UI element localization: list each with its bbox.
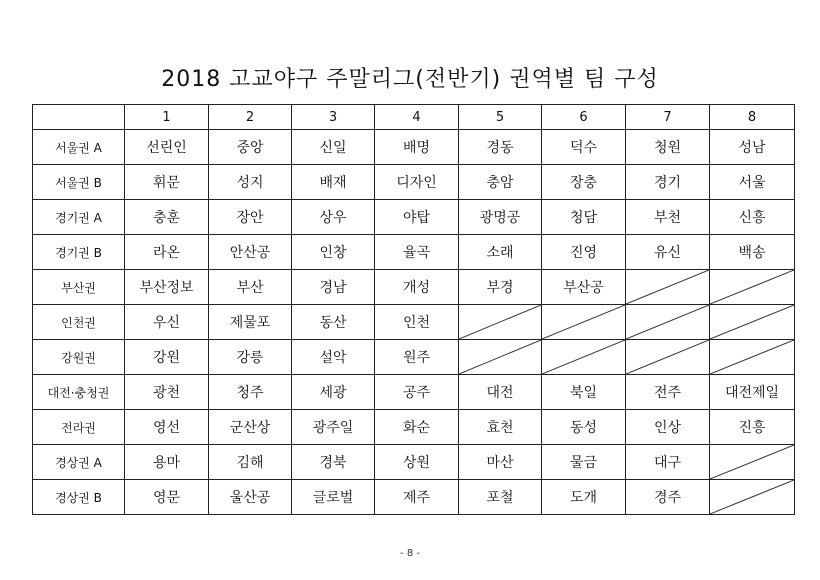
region-label: 서울권 A bbox=[33, 130, 125, 165]
team-cell: 야탑 bbox=[375, 200, 459, 235]
team-cell: 선린인 bbox=[125, 130, 209, 165]
team-cell: 북일 bbox=[542, 375, 626, 410]
team-cell: 경주 bbox=[626, 480, 710, 515]
team-cell: 경동 bbox=[459, 130, 542, 165]
team-cell: 개성 bbox=[375, 270, 459, 305]
team-cell: 라온 bbox=[125, 235, 209, 270]
team-cell: 광명공 bbox=[459, 200, 542, 235]
team-cell: 전주 bbox=[626, 375, 710, 410]
empty-cell bbox=[542, 340, 626, 375]
team-cell: 공주 bbox=[375, 375, 459, 410]
team-cell: 대구 bbox=[626, 445, 710, 480]
diagonal-slash bbox=[626, 305, 709, 339]
diagonal-slash bbox=[459, 340, 541, 374]
diagonal-slash bbox=[710, 305, 794, 339]
column-header-5: 5 bbox=[459, 105, 542, 130]
table-row bbox=[33, 340, 795, 375]
team-cell: 도개 bbox=[542, 480, 626, 515]
team-cell: 글로벌 bbox=[292, 480, 375, 515]
team-cell: 율곡 bbox=[375, 235, 459, 270]
column-header-6: 6 bbox=[542, 105, 626, 130]
empty-cell bbox=[626, 305, 710, 340]
table-row bbox=[33, 270, 795, 305]
empty-cell bbox=[710, 270, 795, 305]
column-header-8: 8 bbox=[710, 105, 795, 130]
empty-cell bbox=[459, 340, 542, 375]
diagonal-slash bbox=[459, 305, 541, 339]
region-label: 부산권 bbox=[33, 270, 125, 305]
empty-cell bbox=[626, 340, 710, 375]
team-cell: 원주 bbox=[375, 340, 459, 375]
column-header-2: 2 bbox=[209, 105, 292, 130]
team-cell: 군산상 bbox=[209, 410, 292, 445]
team-cell: 대전 bbox=[459, 375, 542, 410]
page-number: - 8 - bbox=[400, 548, 420, 559]
team-cell: 강원 bbox=[125, 340, 209, 375]
team-cell: 부천 bbox=[626, 200, 710, 235]
empty-cell bbox=[542, 305, 626, 340]
diagonal-slash bbox=[710, 270, 794, 304]
team-cell: 포철 bbox=[459, 480, 542, 515]
team-cell: 경북 bbox=[292, 445, 375, 480]
team-cell: 성남 bbox=[710, 130, 795, 165]
column-header-1: 1 bbox=[125, 105, 209, 130]
team-cell: 대전제일 bbox=[710, 375, 795, 410]
team-cell: 디자인 bbox=[375, 165, 459, 200]
diagonal-slash bbox=[710, 340, 794, 374]
team-cell: 인상 bbox=[626, 410, 710, 445]
team-cell: 충암 bbox=[459, 165, 542, 200]
header-row bbox=[33, 105, 795, 130]
table-row bbox=[33, 375, 795, 410]
team-cell: 진흥 bbox=[710, 410, 795, 445]
team-cell: 인천 bbox=[375, 305, 459, 340]
team-cell: 장충 bbox=[542, 165, 626, 200]
region-label: 경상권 B bbox=[33, 480, 125, 515]
team-cell: 세광 bbox=[292, 375, 375, 410]
diagonal-slash bbox=[710, 480, 794, 514]
region-label: 인천권 bbox=[33, 305, 125, 340]
region-label: 서울권 B bbox=[33, 165, 125, 200]
team-cell: 장안 bbox=[209, 200, 292, 235]
team-cell: 경남 bbox=[292, 270, 375, 305]
empty-cell bbox=[626, 270, 710, 305]
corner-cell bbox=[33, 105, 125, 130]
team-cell: 충훈 bbox=[125, 200, 209, 235]
diagonal-slash bbox=[542, 305, 625, 339]
team-cell: 용마 bbox=[125, 445, 209, 480]
diagonal-slash bbox=[710, 445, 794, 479]
team-cell: 배명 bbox=[375, 130, 459, 165]
column-header-7: 7 bbox=[626, 105, 710, 130]
team-cell: 백송 bbox=[710, 235, 795, 270]
team-cell: 부산 bbox=[209, 270, 292, 305]
empty-cell bbox=[710, 340, 795, 375]
team-cell: 광천 bbox=[125, 375, 209, 410]
team-cell: 인창 bbox=[292, 235, 375, 270]
team-cell: 덕수 bbox=[542, 130, 626, 165]
team-cell: 경기 bbox=[626, 165, 710, 200]
team-cell: 동산 bbox=[292, 305, 375, 340]
team-cell: 부경 bbox=[459, 270, 542, 305]
empty-cell bbox=[459, 305, 542, 340]
team-cell: 서울 bbox=[710, 165, 795, 200]
team-cell: 중앙 bbox=[209, 130, 292, 165]
team-cell: 청담 bbox=[542, 200, 626, 235]
team-cell: 화순 bbox=[375, 410, 459, 445]
team-cell: 배재 bbox=[292, 165, 375, 200]
region-label: 경기권 B bbox=[33, 235, 125, 270]
team-cell: 부산공 bbox=[542, 270, 626, 305]
team-cell: 영선 bbox=[125, 410, 209, 445]
team-cell: 울산공 bbox=[209, 480, 292, 515]
region-label: 경기권 A bbox=[33, 200, 125, 235]
empty-cell bbox=[710, 480, 795, 515]
team-cell: 영문 bbox=[125, 480, 209, 515]
team-cell: 신흥 bbox=[710, 200, 795, 235]
team-cell: 우신 bbox=[125, 305, 209, 340]
team-cell: 안산공 bbox=[209, 235, 292, 270]
team-cell: 제물포 bbox=[209, 305, 292, 340]
team-cell: 상우 bbox=[292, 200, 375, 235]
team-cell: 진영 bbox=[542, 235, 626, 270]
team-cell: 강릉 bbox=[209, 340, 292, 375]
team-cell: 부산정보 bbox=[125, 270, 209, 305]
region-label: 강원권 bbox=[33, 340, 125, 375]
empty-cell bbox=[710, 445, 795, 480]
empty-cell bbox=[710, 305, 795, 340]
region-label: 전라권 bbox=[33, 410, 125, 445]
column-header-3: 3 bbox=[292, 105, 375, 130]
team-cell: 제주 bbox=[375, 480, 459, 515]
team-cell: 소래 bbox=[459, 235, 542, 270]
team-cell: 김해 bbox=[209, 445, 292, 480]
table-row bbox=[33, 305, 795, 340]
diagonal-slash bbox=[626, 270, 709, 304]
diagonal-slash bbox=[542, 340, 625, 374]
team-cell: 청원 bbox=[626, 130, 710, 165]
diagonal-slash bbox=[626, 340, 709, 374]
team-cell: 신일 bbox=[292, 130, 375, 165]
team-cell: 효천 bbox=[459, 410, 542, 445]
team-cell: 동성 bbox=[542, 410, 626, 445]
table-row bbox=[33, 200, 795, 235]
team-cell: 유신 bbox=[626, 235, 710, 270]
team-cell: 물금 bbox=[542, 445, 626, 480]
table-row bbox=[33, 165, 795, 200]
document-title: 2018 고교야구 주말리그(전반기) 권역별 팀 구성 bbox=[161, 67, 659, 92]
team-cell: 광주일 bbox=[292, 410, 375, 445]
table-row bbox=[33, 410, 795, 445]
region-label: 대전·충청권 bbox=[33, 375, 125, 410]
team-table bbox=[32, 104, 795, 515]
table-row bbox=[33, 130, 795, 165]
table-row bbox=[33, 445, 795, 480]
team-cell: 성지 bbox=[209, 165, 292, 200]
team-cell: 마산 bbox=[459, 445, 542, 480]
team-cell: 청주 bbox=[209, 375, 292, 410]
team-cell: 설악 bbox=[292, 340, 375, 375]
column-header-4: 4 bbox=[375, 105, 459, 130]
table-row bbox=[33, 235, 795, 270]
region-label: 경상권 A bbox=[33, 445, 125, 480]
team-cell: 휘문 bbox=[125, 165, 209, 200]
table-row bbox=[33, 480, 795, 515]
team-cell: 상원 bbox=[375, 445, 459, 480]
